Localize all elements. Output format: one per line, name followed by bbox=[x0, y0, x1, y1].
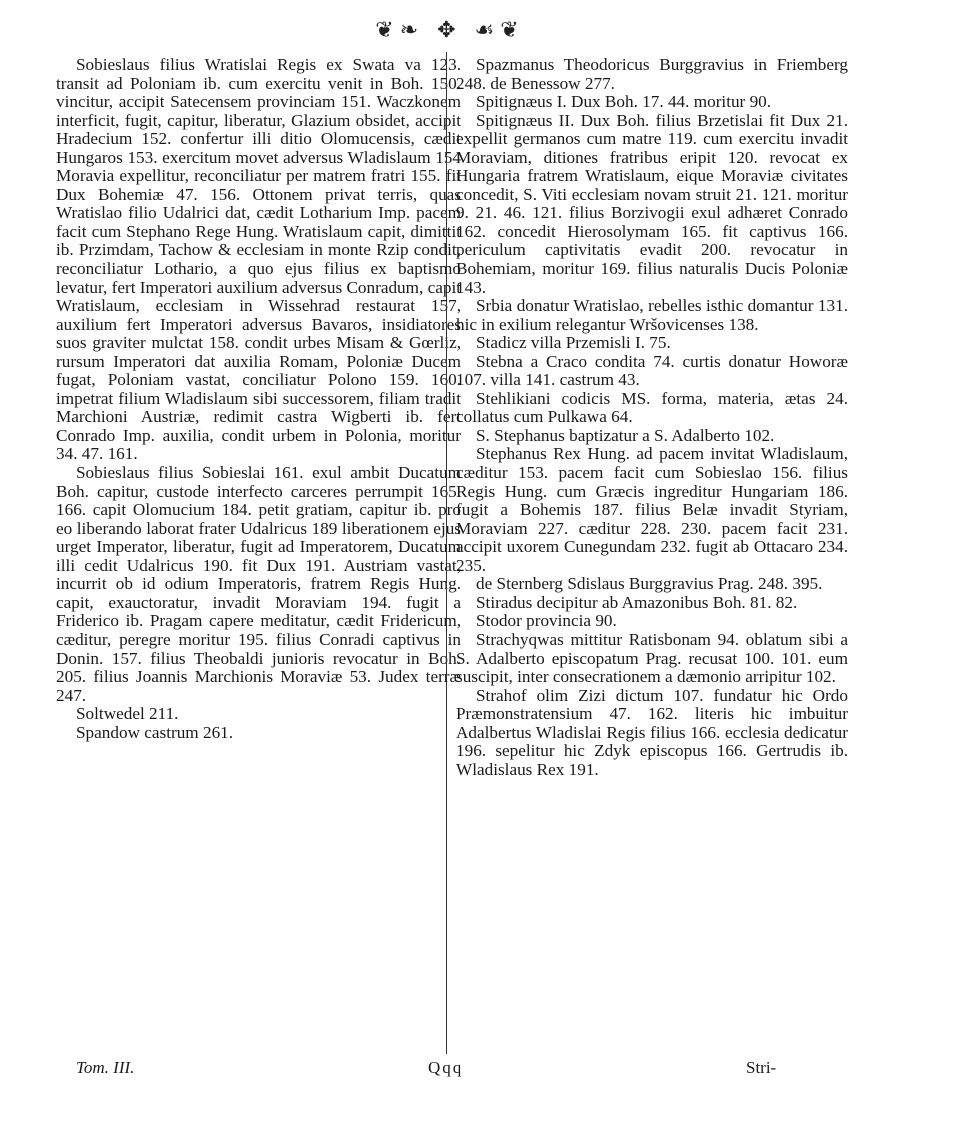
volume-label: Tom. III. bbox=[76, 1058, 135, 1077]
page-footer bbox=[0, 1058, 960, 1082]
index-entry: Srbia donatur Wratislao, rebelles isthic domantur 131. hic in exilium relegantur Wršovicenses 138. bbox=[456, 296, 848, 334]
index-entry: Spitignæus I. Dux Boh. 17. 44. moritur 90. bbox=[476, 92, 772, 112]
index-entry: Stehlikiani codicis MS. forma, materia, ætas 24. collatus cum Pulkawa 64. bbox=[456, 388, 848, 427]
index-entry: Stebna a Craco condita 74. curtis donatur Howoræ 107. villa 141. castrum 43. bbox=[456, 351, 848, 390]
column-divider bbox=[446, 52, 447, 1054]
header-ornament: ❦❧ ✥ ☙❦ bbox=[375, 18, 525, 43]
index-entry: Spitignæus II. Dux Boh. filius Brzetislai fit Dux 21. expellit germanos cum matre 119. cum exercitu invadit Moraviam, ditiones fratribus eripit 120. revocat ex Hungaria fratrem Wratislaum, eique Moraviæ civitates concedit, S. Viti ecclesiam novam struit 21. 121. moritur 9. 21. 46. 121. filius Borzivogii exul adhæret Conrado 162. concedit Hierosolymam 165. fit captivus 166. periculum captivitatis evadit 200. revocatur in Bohemiam, moritur 169. filius naturalis Ducis Poloniæ 143. bbox=[456, 110, 848, 297]
catchword: Stri- bbox=[746, 1058, 777, 1077]
right-column bbox=[456, 56, 848, 779]
index-entry: Sobieslaus filius Wratislai Regis ex Swata va 123. transit ad Poloniam ib. cum exercitu venit in Boh. 150. vincitur, accipit Satecensem provinciam 151. Waczkonem interficit, fugit, capitur, liberatur, Glazium obsidet, accipit Hradecium 152. confertur illi ditio Olomucensis, cædit Hungaros 153. exercitum movet adversus Wladislaum 154 Moravia expellitur, reconciliatur per matrem fratri 155. fit Dux Bohemiæ 47. 156. Ottonem privat terris, quas Wratislao filio Udalrici dat, cædit Lotharium Imp. pacem facit cum Stephano Rege Hung. Wratislaum capit, dimittit ib. Przimdam, Tachow & ecclesiam in monte Rzip condit, reconciliatur Lothario, a quo ejus filius ex baptismo levatur, fert Imperatori auxilium adversus Conradum, capit Wratislaum, ecclesiam in Wissehrad restaurat 157, auxilium fert Imperatori adversus Bavaros, insidiatores suos graviter mulctat 158. condit urbes Misam & Gœrliz, rursum Imperatori dat auxilia Romam, Poloniæ Ducem fugat, Poloniam vastat, conciliatur Polono 159. 160. impetrat filium Wladislaum sibi successorem, filiam tradit Marchioni Austriæ, redimit castra Wigberti ib. fert Conrado Imp. auxilia, condit urbem in Polonia, moritur 34. 47. 161. bbox=[56, 55, 461, 464]
index-entry: Stadicz villa Przemisli I. 75. bbox=[476, 333, 671, 353]
index-entry: S. Stephanus baptizatur a S. Adalberto 102. bbox=[476, 425, 775, 445]
index-entry: Strahof olim Zizi dictum 107. fundatur hic Ordo Præmonstratensium 47. 162. literis hic imbuitur Adalbertus Wladislai Regis filius 166. ecclesia dedicatur 196. sepelitur hic Zdyk episcopus 166. Gertrudis ib. Wladislaus Rex 191. bbox=[456, 685, 848, 779]
index-entry: Strachyqwas mittitur Ratisbonam 94. oblatum sibi a S. Adalberto episcopatum Prag. recusat 100. 101. eum suscipit, inter consecrationem a dæmonio arripitur 102. bbox=[456, 629, 848, 687]
index-entry: Spazmanus Theodoricus Burggravius in Friemberg 248. de Benessow 277. bbox=[456, 55, 848, 93]
index-entry: Stephanus Rex Hung. ad pacem invitat Wladislaum, cæditur 153. pacem facit cum Sobieslao 156. filius Regis Hung. cum Græcis ingreditur Hungariam 186. fugit a Bohemis 187. filius Belæ invadit Styriam, Moraviam 227. cæditur 228. 230. pacem facit 231. accipit uxorem Cunegundam 232. fugit ab Ottacaro 234. 235. bbox=[456, 444, 848, 575]
index-entry: Stodor provincia 90. bbox=[476, 611, 617, 631]
left-column bbox=[56, 56, 461, 742]
index-entry: Stiradus decipitur ab Amazonibus Boh. 81. 82. bbox=[476, 592, 798, 612]
signature-mark: Qqq bbox=[428, 1058, 464, 1077]
index-entry: de Sternberg Sdislaus Burggravius Prag. 248. 395. bbox=[476, 574, 823, 594]
index-entry: Sobieslaus filius Sobieslai 161. exul ambit Ducatum Boh. capitur, custode interfecto carceres perrumpit 165. 166. capit Olomucium 184. petit gratiam, capitur ib. pro eo liberando laborat frater Udalricus 189 liberationem ejus urget Imperator, liberatur, fugit ad Imperatorem, Ducatum illi cedit Udalricus 190. fit Dux 191. Austriam vastat, incurrit ob id odium Imperatoris, fratrem Regis Hung. capit, exauctoratur, invadit Moraviam 194. fugit a Friderico ib. Pragam capere meditatur, cædit Fridericum, cæditur, peregre moritur 195. filius Conradi captivus in Donin. 157. filius Theobaldi junioris revocatur in Boh. 205. filius Joannis Marchionis Moraviæ 53. Judex terræ 247. bbox=[56, 463, 461, 705]
index-entry: Spandow castrum 261. bbox=[76, 722, 234, 742]
index-entry: Soltwedel 211. bbox=[76, 704, 179, 724]
